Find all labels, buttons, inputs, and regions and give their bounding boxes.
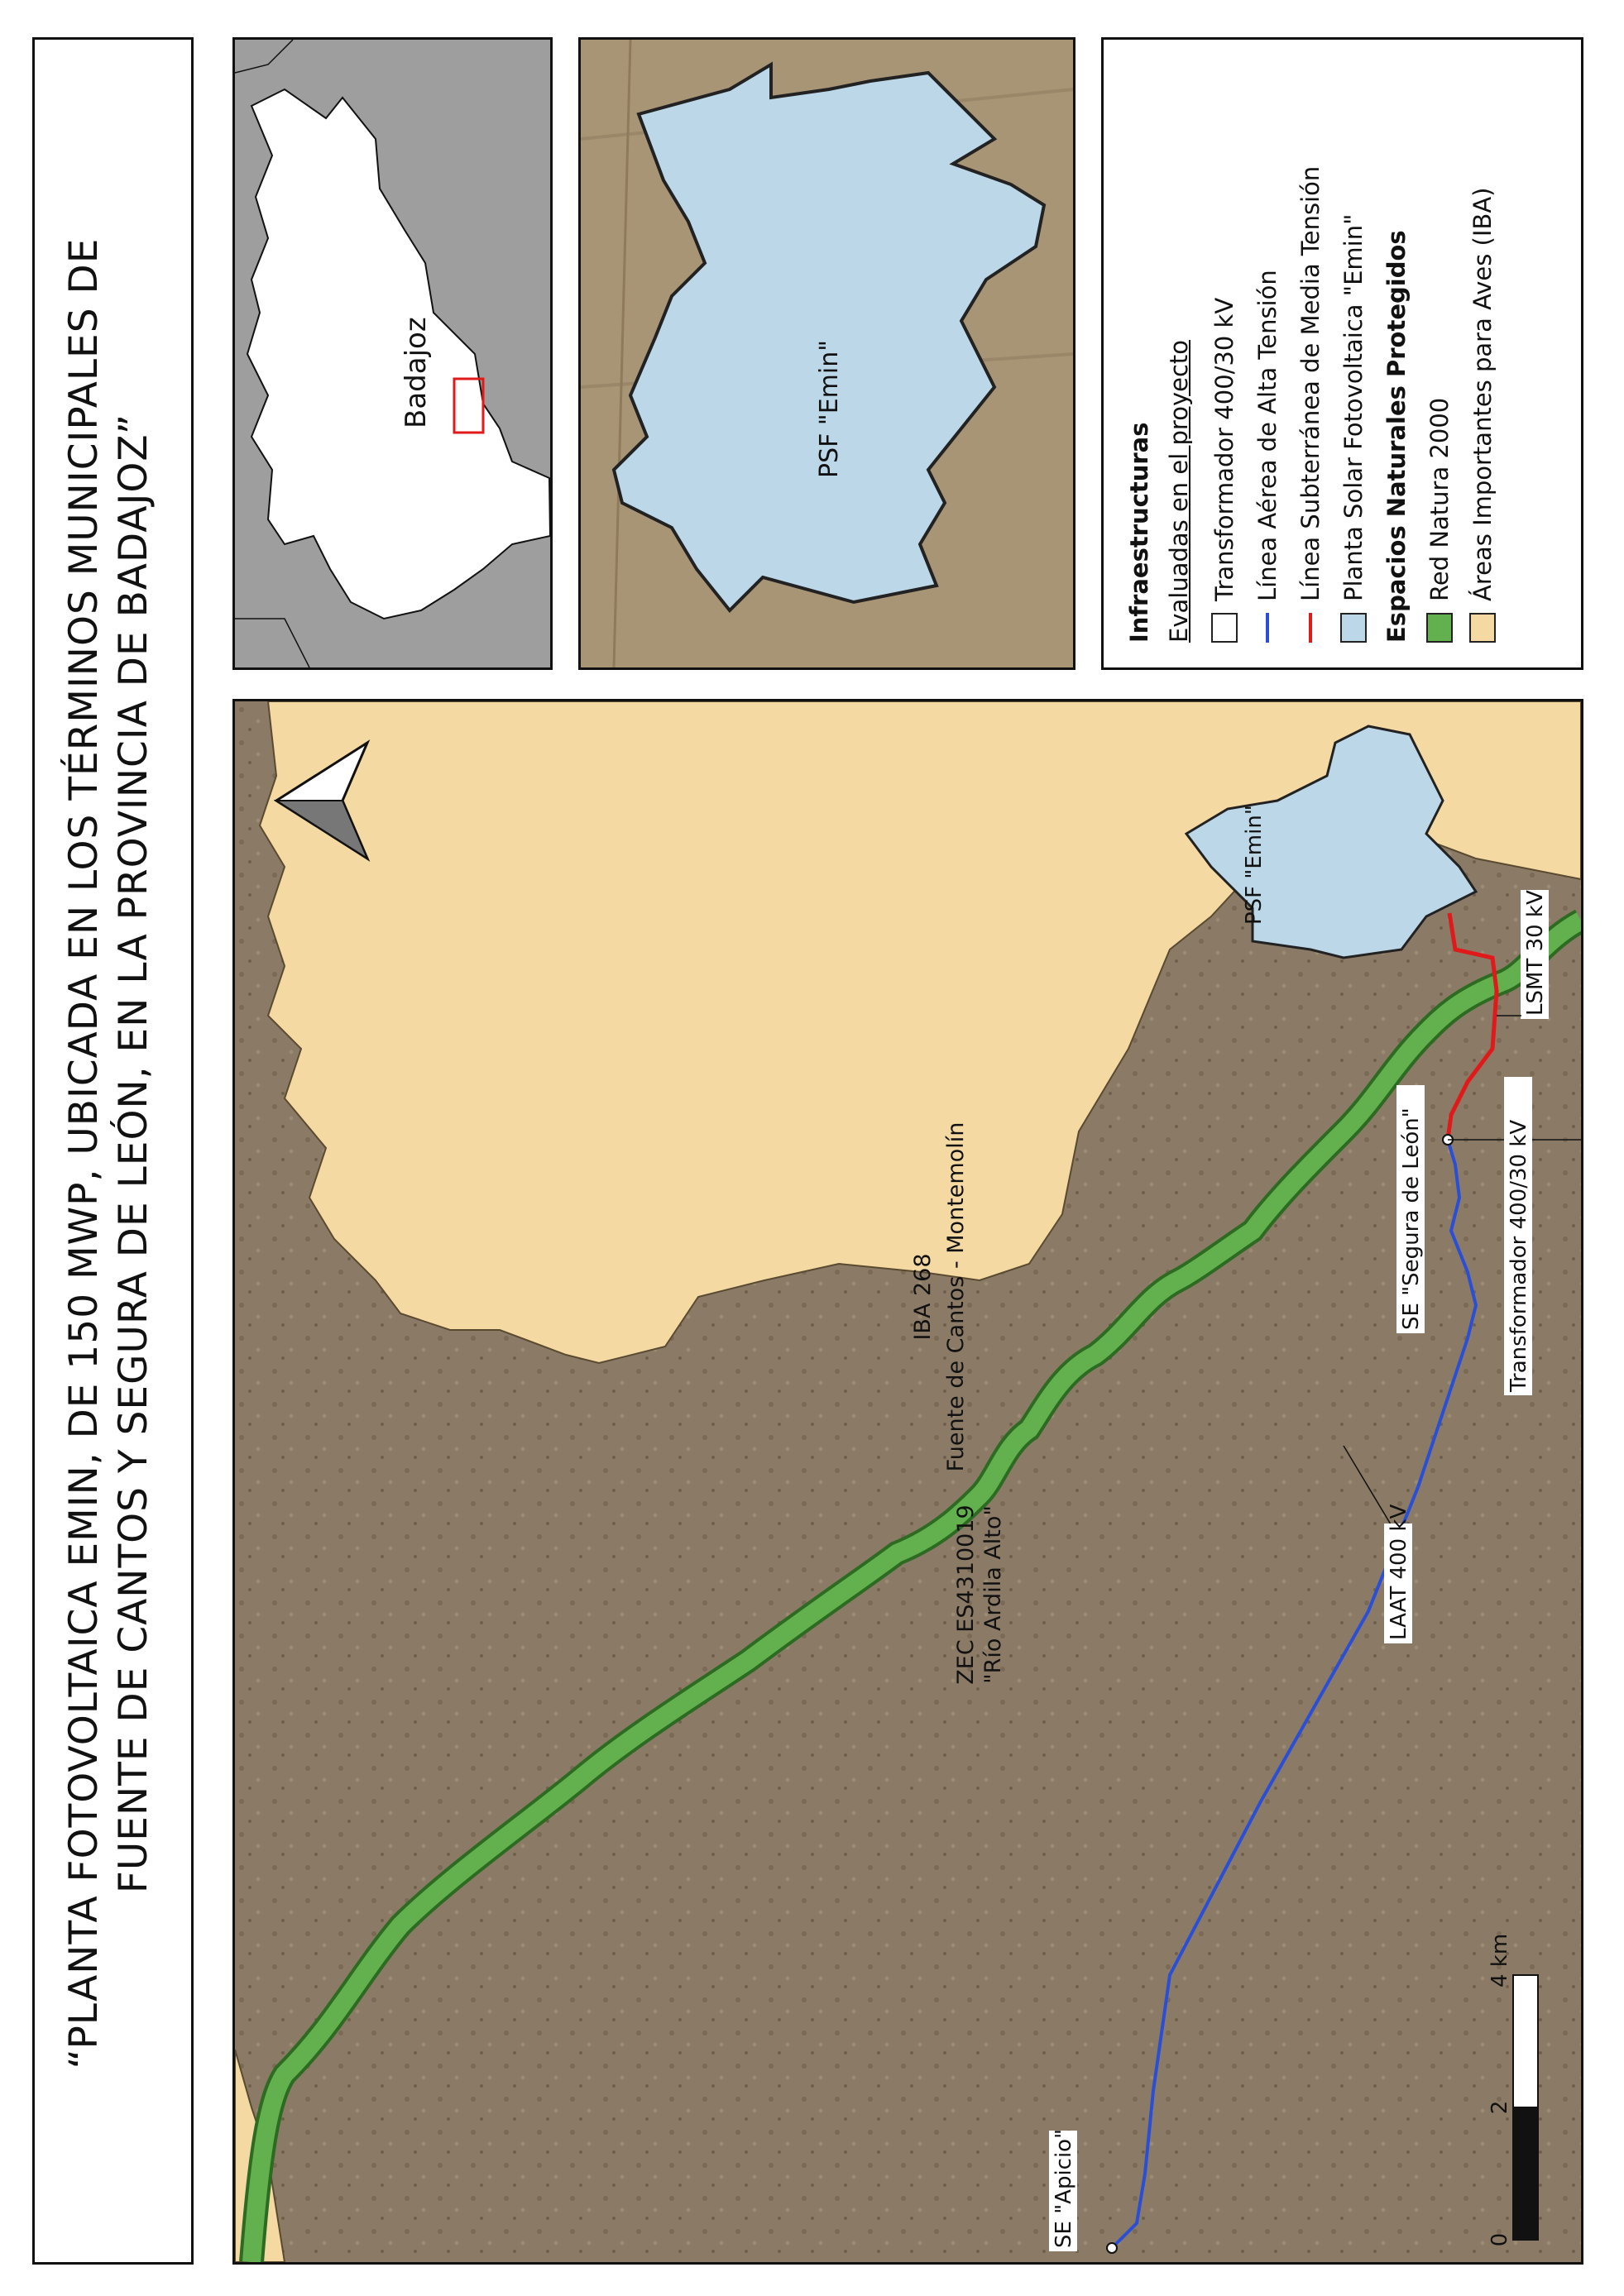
legend-item-transformer: Transformador 400/30 kV bbox=[1203, 65, 1246, 643]
locator-map bbox=[232, 37, 553, 670]
square-outline-icon bbox=[1211, 613, 1238, 643]
zec-label-1: ZEC ES4310019 bbox=[953, 1504, 979, 1685]
scale-tick-1: 2 bbox=[1487, 2100, 1512, 2115]
title-line-2: FUENTE DE CANTOS Y SEGURA DE LEÓN, EN LA PROVINCIA DE BADAJOZ” bbox=[111, 413, 156, 1894]
main-map-svg bbox=[235, 701, 1581, 2262]
transformer-label: Transformador 400/30 kV bbox=[1507, 1119, 1531, 1392]
legend-item-lsmt: Línea Subterránea de Media Tensión bbox=[1289, 65, 1332, 643]
legend-item-natura: Red Natura 2000 bbox=[1418, 65, 1461, 643]
tan-square-icon bbox=[1469, 613, 1496, 643]
red-line-icon bbox=[1297, 613, 1324, 643]
legend-item-psf: Planta Solar Fotovoltaica "Emin" bbox=[1332, 65, 1375, 643]
iba-label-1: IBA 268 bbox=[910, 1253, 936, 1341]
lsmt-label: LSMT 30 kV bbox=[1523, 890, 1548, 1016]
se-segura-label: SE "Segura de León" bbox=[1399, 1107, 1424, 1330]
locator-svg bbox=[235, 40, 550, 667]
se-apicio-point bbox=[1107, 2243, 1117, 2253]
zec-label-2: "Río Ardila Alto" bbox=[980, 1505, 1006, 1684]
zoom-svg bbox=[581, 40, 1073, 667]
blue-line-icon bbox=[1254, 613, 1281, 643]
legend-panel bbox=[1101, 37, 1583, 670]
legend-item-iba: Áreas Importantes para Aves (IBA) bbox=[1461, 65, 1504, 643]
province-label: Badajoz bbox=[400, 317, 433, 428]
legend-item-laat: Línea Aérea de Alta Tensión bbox=[1246, 65, 1289, 643]
se-apicio-label: SE "Apicio" bbox=[1052, 2128, 1076, 2248]
legend-heading-protected: Espacios Naturales Protegidos bbox=[1382, 230, 1411, 643]
zoom-map bbox=[578, 37, 1075, 670]
scale-tick-2: 4 km bbox=[1487, 1933, 1512, 1987]
legend-heading-infra: Infraestructuras bbox=[1125, 422, 1153, 643]
psf-label: PSF "Emin" bbox=[1242, 805, 1267, 925]
scale-tick-0: 0 bbox=[1487, 2232, 1512, 2247]
iba-label-2: Fuente de Cantos - Montemolín bbox=[943, 1122, 969, 1472]
laat-label: LAAT 400 kV bbox=[1387, 1504, 1411, 1640]
green-square-icon bbox=[1426, 613, 1453, 643]
title-line-1: “PLANTA FOTOVOLTAICA EMIN, DE 150 MWP, UBICADA EN LOS TÉRMINOS MUNICIPALES DE bbox=[61, 237, 107, 2069]
zoom-plant-label: PSF "Emin" bbox=[815, 339, 844, 478]
title-panel bbox=[32, 37, 194, 2265]
main-map bbox=[232, 699, 1583, 2265]
legend-subheading: Evaluadas en el proyecto bbox=[1165, 339, 1193, 643]
blue-square-icon bbox=[1340, 613, 1367, 643]
